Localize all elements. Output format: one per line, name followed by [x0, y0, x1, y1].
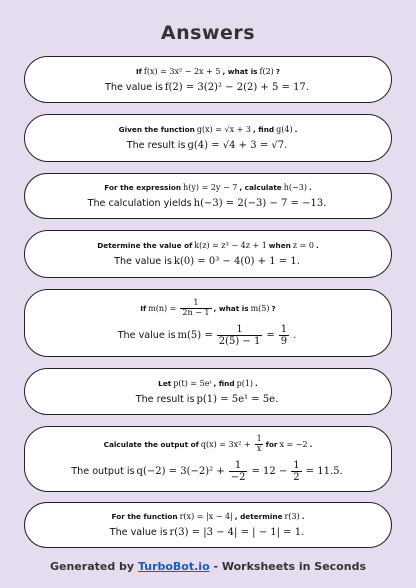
- fraction-denominator: −2: [230, 471, 246, 483]
- footer-suffix: - Worksheets in Seconds: [213, 560, 366, 573]
- answer-8-expression: r(3) = |3 − 4| = | − 1| = 1.: [169, 527, 305, 538]
- fraction-numerator: 1: [234, 459, 242, 471]
- answer-card-6: [24, 368, 392, 415]
- fraction-denominator: x: [256, 444, 262, 453]
- question-6-target: p(1): [236, 378, 254, 388]
- footer-prefix: Generated by: [49, 560, 135, 573]
- answer-7-end: = 11.5.: [305, 465, 343, 477]
- question-8-connector: , determine: [234, 512, 283, 521]
- question-5-connector: , what is: [213, 304, 249, 313]
- answer-4-prefix: The value is: [114, 256, 172, 267]
- question-6-connector: , find: [213, 378, 235, 388]
- answer-card-4: [24, 230, 392, 278]
- answer-1-expression: f(2) = 3(2)² − 2(2) + 5 = 17.: [164, 81, 309, 93]
- question-1: [136, 67, 280, 76]
- question-5-end: ?: [271, 304, 276, 313]
- answer-1: [105, 82, 311, 93]
- footer: [0, 560, 416, 573]
- fraction-numerator: 1: [193, 298, 199, 308]
- question-7: [104, 435, 313, 454]
- question-2-end: .: [294, 125, 298, 134]
- fraction-numerator: 1: [236, 323, 243, 335]
- question-4-target: z = 0: [292, 241, 314, 250]
- answer-3-prefix: The calculation yields: [87, 198, 192, 209]
- question-8: [112, 512, 305, 521]
- answer-5-fraction-1: [217, 324, 263, 347]
- answer-3-expression: h(−3) = 2(−3) − 7 = −13.: [193, 198, 327, 209]
- question-3: [104, 183, 311, 192]
- answer-1-prefix: The value is: [105, 81, 163, 93]
- question-4-expression: k(z) = z³ − 4z + 1: [194, 241, 267, 250]
- answer-5-end: .: [293, 329, 297, 341]
- answer-8-prefix: The value is: [109, 527, 168, 538]
- answer-7-middle: = 12 −: [251, 465, 288, 477]
- answer-2: [127, 140, 290, 151]
- question-7-target: x = −2: [279, 440, 308, 449]
- answer-8: [110, 527, 307, 538]
- question-3-end: .: [308, 183, 312, 192]
- answer-5-expression: m(5) =: [177, 329, 213, 341]
- fraction-numerator: 1: [280, 323, 288, 335]
- question-3-target: h(−3): [283, 183, 307, 192]
- answer-card-1: [24, 56, 392, 103]
- question-1-end: ?: [275, 66, 281, 76]
- question-8-end: .: [301, 512, 305, 521]
- question-4: [97, 241, 319, 250]
- question-8-prefix: For the function: [111, 512, 178, 521]
- answer-4: [114, 256, 302, 267]
- fraction-denominator: 2: [293, 471, 300, 483]
- answer-6: [136, 394, 281, 405]
- page-title: Answers: [160, 22, 256, 44]
- answer-5-fraction-2: [279, 324, 289, 347]
- answer-5-prefix: The value is: [117, 329, 176, 341]
- question-7-end: .: [309, 440, 313, 449]
- answer-6-prefix: The result is: [135, 393, 195, 405]
- question-5-expression: m(n) =: [148, 304, 177, 313]
- answer-card-2: [24, 114, 392, 162]
- question-2-expression: g(x) = √x + 3: [196, 125, 251, 134]
- question-8-expression: r(x) = |x − 4|: [179, 512, 233, 521]
- question-4-end: .: [315, 241, 319, 250]
- question-7-expression: q(x) = 3x² +: [200, 440, 251, 449]
- question-1-prefix: If: [135, 66, 142, 76]
- question-4-prefix: Determine the value of: [97, 241, 193, 250]
- fraction-denominator: 2(5) − 1: [218, 335, 261, 347]
- question-6-prefix: Let: [158, 378, 172, 388]
- question-2: [119, 125, 298, 134]
- question-3-prefix: For the expression: [104, 183, 182, 192]
- question-8-target: r(3): [284, 512, 300, 521]
- fraction-numerator: 1: [256, 434, 262, 444]
- answer-7-prefix: The output is: [71, 465, 135, 477]
- question-5-target: m(5): [250, 304, 270, 313]
- fraction-numerator: 1: [293, 459, 300, 471]
- fraction-denominator: 2n − 1: [182, 308, 210, 317]
- answer-2-expression: g(4) = √4 + 3 = √7.: [187, 140, 288, 151]
- question-6-end: .: [255, 378, 258, 388]
- question-3-expression: h(y) = 2y − 7: [183, 183, 238, 192]
- answer-card-5: [24, 289, 392, 357]
- footer-link[interactable]: TurboBot.io: [137, 560, 210, 573]
- question-2-connector: , find: [252, 125, 275, 134]
- answer-card-7: [24, 426, 392, 492]
- question-7-fraction: [255, 435, 264, 454]
- question-5: [140, 299, 275, 318]
- fraction-denominator: 9: [280, 335, 288, 347]
- question-2-prefix: Given the function: [118, 125, 195, 134]
- answer-5-equals: =: [266, 329, 275, 341]
- answer-7-expression: q(−2) = 3(−2)² +: [136, 465, 225, 477]
- question-6-expression: p(t) = 5eᵗ: [173, 378, 212, 388]
- answer-3: [88, 198, 329, 209]
- question-2-target: g(4): [276, 125, 293, 134]
- answer-7-fraction-2: [291, 460, 301, 483]
- answer-7-fraction-1: [229, 460, 248, 483]
- answer-7: [71, 460, 344, 483]
- answer-card-3: [24, 173, 392, 219]
- answer-5: [118, 324, 299, 347]
- question-4-connector: when: [268, 241, 291, 250]
- question-7-connector: for: [265, 440, 278, 449]
- question-5-fraction: [180, 299, 211, 318]
- question-1-connector: , what is: [222, 66, 258, 76]
- answer-6-expression: p(1) = 5e¹ = 5e.: [196, 393, 279, 405]
- question-3-connector: , calculate: [239, 183, 282, 192]
- question-7-prefix: Calculate the output of: [103, 440, 199, 449]
- answer-4-expression: k(0) = 0³ − 4(0) + 1 = 1.: [173, 256, 300, 267]
- answer-2-prefix: The result is: [126, 140, 186, 151]
- question-6: [158, 379, 258, 388]
- answer-card-8: [24, 502, 392, 548]
- question-1-target: f(2): [259, 66, 274, 76]
- question-1-expression: f(x) = 3x² − 2x + 5: [143, 66, 221, 76]
- question-5-prefix: If: [140, 304, 147, 313]
